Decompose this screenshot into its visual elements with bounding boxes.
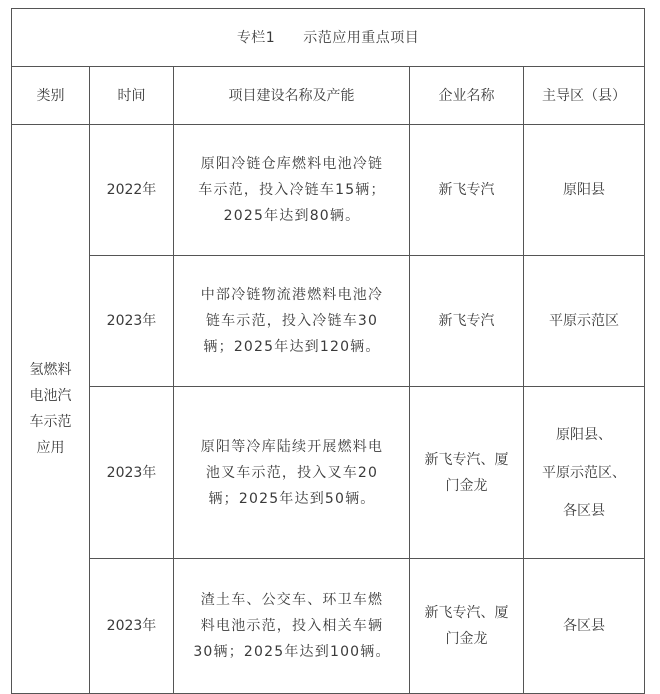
desc-line: 池叉车示范，投入叉车20 xyxy=(205,464,379,481)
company-line: 新飞专汽 xyxy=(438,313,495,329)
company-line: 新飞专汽 xyxy=(438,182,495,198)
district-cell xyxy=(524,256,645,387)
table-row xyxy=(12,256,645,387)
company-line: 新飞专汽、厦 xyxy=(424,605,509,621)
year-cell: 2023年 xyxy=(90,256,174,387)
district-cell xyxy=(524,559,645,694)
category-line: 车示范 xyxy=(29,414,72,430)
desc-line: 中部冷链物流港燃料电池冷 xyxy=(200,287,384,303)
title-prefix: 专栏1 xyxy=(236,29,276,46)
key-projects-table xyxy=(11,8,645,694)
header-category: 类别 xyxy=(12,67,90,125)
table-row xyxy=(12,559,645,694)
project-desc-cell xyxy=(174,387,410,559)
desc-line: 原阳冷链仓库燃料电池冷链 xyxy=(200,156,384,172)
desc-line: 原阳等冷库陆续开展燃料电 xyxy=(200,438,384,455)
category-cell xyxy=(12,125,90,694)
company-cell xyxy=(410,559,524,694)
title-text: 示范应用重点项目 xyxy=(303,29,420,46)
company-line: 门金龙 xyxy=(445,477,488,494)
desc-line: 30辆；2025年达到100辆。 xyxy=(193,644,391,660)
company-cell xyxy=(410,256,524,387)
project-desc-cell xyxy=(174,125,410,256)
district-line: 原阳县 xyxy=(563,182,606,198)
year-cell: 2023年 xyxy=(90,559,174,694)
desc-line: 辆；2025年达到50辆。 xyxy=(208,490,376,507)
category-line: 氢燃料 xyxy=(29,362,72,378)
district-line: 平原示范区 xyxy=(549,313,620,329)
desc-line: 2025年达到80辆。 xyxy=(223,208,361,224)
category-line: 电池汽 xyxy=(29,388,72,404)
district-cell xyxy=(524,125,645,256)
desc-line: 辆；2025年达到120辆。 xyxy=(203,339,381,355)
header-time: 时间 xyxy=(90,67,174,125)
company-cell xyxy=(410,125,524,256)
table-title xyxy=(12,9,645,67)
project-desc-cell xyxy=(174,559,410,694)
project-desc-cell xyxy=(174,256,410,387)
header-company: 企业名称 xyxy=(410,67,524,125)
district-line: 各区县 xyxy=(563,502,606,519)
desc-line: 料电池示范，投入相关车辆 xyxy=(200,618,384,634)
company-line: 门金龙 xyxy=(445,631,488,647)
desc-line: 渣土车、公交车、环卫车燃 xyxy=(200,592,384,608)
desc-line: 链车示范，投入冷链车30 xyxy=(205,313,379,329)
header-district: 主导区（县） xyxy=(524,67,645,125)
header-project: 项目建设名称及产能 xyxy=(174,67,410,125)
company-line: 新飞专汽、厦 xyxy=(424,451,509,468)
district-cell xyxy=(524,387,645,559)
district-line: 平原示范区、 xyxy=(542,464,627,481)
year-cell: 2022年 xyxy=(90,125,174,256)
district-line: 各区县 xyxy=(563,618,606,634)
company-cell xyxy=(410,387,524,559)
table-row xyxy=(12,387,645,559)
desc-line: 车示范，投入冷链车15辆； xyxy=(198,182,386,198)
category-line: 应用 xyxy=(36,440,65,456)
year-cell: 2023年 xyxy=(90,387,174,559)
table-row xyxy=(12,125,645,256)
district-line: 原阳县、 xyxy=(556,426,613,443)
